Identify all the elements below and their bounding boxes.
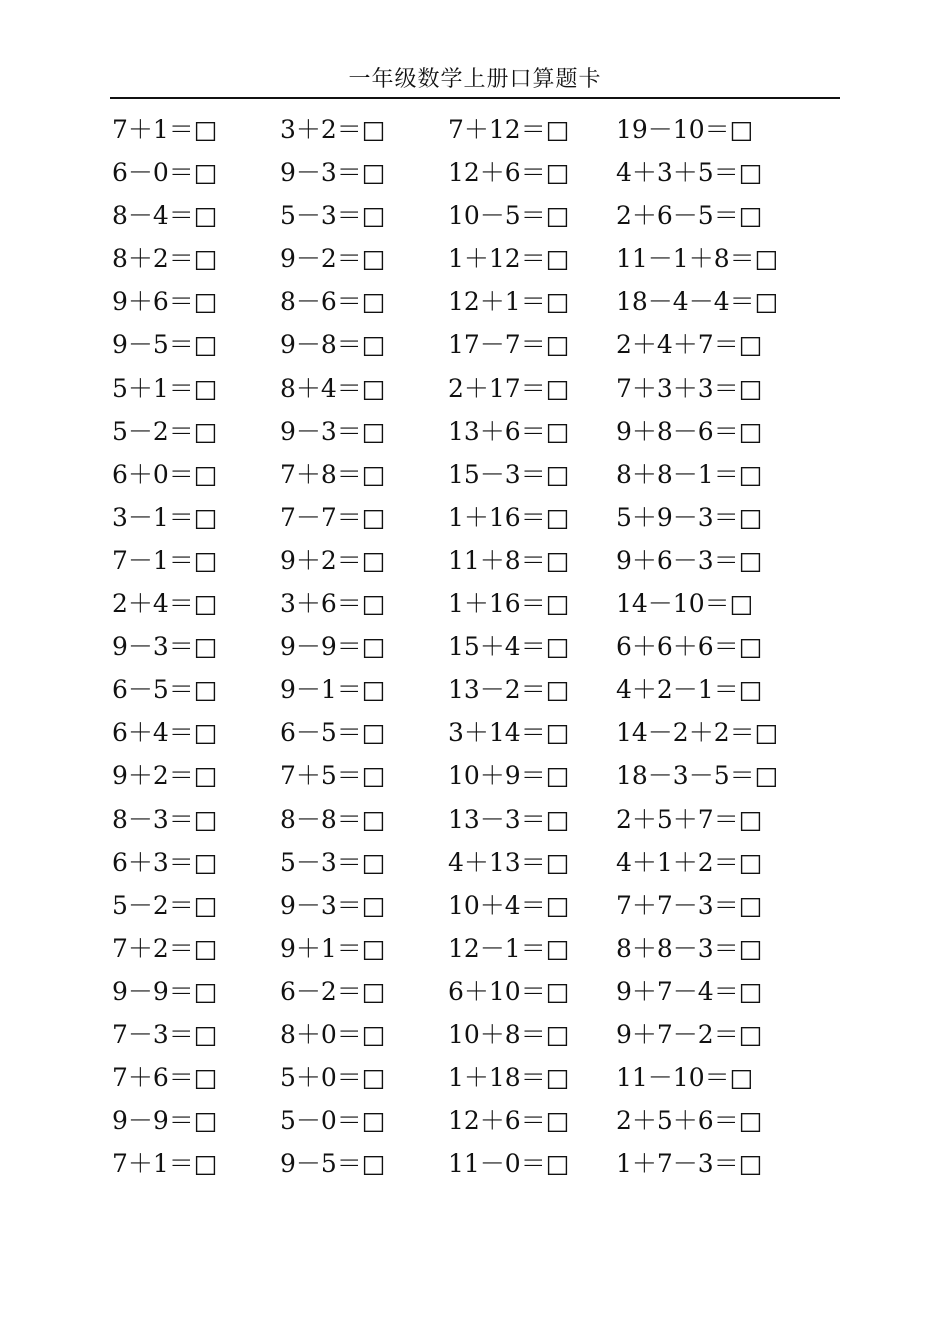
problem-item: 6＋6＋6＝□ [616,632,763,662]
problem-item: 9－9＝□ [112,976,218,1006]
problem-item: 2＋6－5＝□ [616,201,763,231]
problem-item: 6＋3＝□ [112,847,218,877]
problem-item: 4＋13＝□ [448,847,570,877]
page-title: 一年级数学上册口算题卡 [348,67,602,92]
problem-item: 8＋4＝□ [280,373,386,403]
problem-item: 9＋2＝□ [112,761,218,791]
problem-item: 13－2＝□ [448,675,570,705]
problem-item: 7＋5＝□ [280,761,386,791]
problem-item: 4＋3＋5＝□ [616,158,763,188]
problem-item: 6＋4＝□ [112,718,218,748]
problem-item: 9－9＝□ [112,1106,218,1136]
problem-item: 3＋2＝□ [280,115,386,144]
problem-item: 6＋0＝□ [112,459,218,489]
problem-item: 15－3＝□ [448,459,570,489]
problem-item: 8－3＝□ [112,804,218,834]
problem-item: 13＋6＝□ [448,416,570,446]
problem-item: 10＋4＝□ [448,890,570,920]
problem-item: 7－3＝□ [112,1019,218,1049]
problem-item: 6－0＝□ [112,158,218,188]
problem-item: 9＋6－3＝□ [616,545,763,575]
problem-item: 5＋1＝□ [112,373,218,403]
problem-item: 13－3＝□ [448,804,570,834]
problem-item: 9＋7－2＝□ [616,1019,763,1049]
problem-item: 2＋4＋7＝□ [616,330,763,360]
problem-item: 9－5＝□ [280,1149,386,1179]
problem-item: 4＋1＋2＝□ [616,847,763,877]
problem-item: 7＋1＝□ [112,115,218,144]
problem-item: 3＋14＝□ [448,718,570,748]
problem-item: 8＋8－3＝□ [616,933,763,963]
problem-item: 4＋2－1＝□ [616,675,763,705]
problem-item: 9＋2＝□ [280,545,386,575]
problem-item: 2＋5＋6＝□ [616,1106,763,1136]
problem-item: 5＋9－3＝□ [616,502,763,532]
problem-grid [112,108,840,1185]
problem-item: 2＋4＝□ [112,589,218,619]
problem-item: 9－1＝□ [280,675,386,705]
problem-item: 3－1＝□ [112,502,218,532]
problem-item: 9－3＝□ [280,416,386,446]
problem-item: 1＋16＝□ [448,502,570,532]
problem-item: 7＋12＝□ [448,115,570,144]
problem-item: 6－5＝□ [280,718,386,748]
problem-item: 12＋1＝□ [448,287,570,317]
problem-item: 8＋8－1＝□ [616,459,763,489]
problem-item: 18－4－4＝□ [616,287,779,317]
problem-item: 8－8＝□ [280,804,386,834]
problem-item: 19－10＝□ [616,115,754,144]
problem-item: 5－0＝□ [280,1106,386,1136]
problem-item: 10－5＝□ [448,201,570,231]
problem-item: 1＋18＝□ [448,1063,570,1093]
problem-item: 18－3－5＝□ [616,761,779,791]
problem-item: 1＋12＝□ [448,244,570,274]
problem-item: 9－3＝□ [280,890,386,920]
problem-item: 8＋2＝□ [112,244,218,274]
problem-item: 9＋1＝□ [280,933,386,963]
problem-item: 9－3＝□ [280,158,386,188]
problem-item: 7＋1＝□ [112,1149,218,1179]
problem-item: 8＋0＝□ [280,1019,386,1049]
problem-item: 9＋7－4＝□ [616,976,763,1006]
problem-item: 17－7＝□ [448,330,570,360]
header-divider [110,97,840,99]
problem-item: 9－5＝□ [112,330,218,360]
problem-item: 9＋6＝□ [112,287,218,317]
problem-item: 7＋8＝□ [280,459,386,489]
problem-item: 7＋6＝□ [112,1063,218,1093]
problem-item: 12－1＝□ [448,933,570,963]
problem-item: 14－10＝□ [616,589,754,619]
problem-item: 6－2＝□ [280,976,386,1006]
problem-item: 11－1＋8＝□ [616,244,779,274]
problem-item: 7＋3＋3＝□ [616,373,763,403]
problem-item: 8－6＝□ [280,287,386,317]
problem-item: 15＋4＝□ [448,632,570,662]
problem-item: 7＋2＝□ [112,933,218,963]
problem-item: 5＋0＝□ [280,1063,386,1093]
problem-item: 2＋17＝□ [448,373,570,403]
problem-item: 7－7＝□ [280,502,386,532]
problem-item: 1＋16＝□ [448,589,570,619]
problem-item: 11＋8＝□ [448,545,570,575]
problem-item: 10＋8＝□ [448,1019,570,1049]
problem-item: 8－4＝□ [112,201,218,231]
problem-item: 12＋6＝□ [448,158,570,188]
problem-item: 9－2＝□ [280,244,386,274]
problem-item: 7＋7－3＝□ [616,890,763,920]
problem-item: 5－2＝□ [112,890,218,920]
problem-item: 1＋7－3＝□ [616,1149,763,1179]
problem-item: 9－3＝□ [112,632,218,662]
problem-item: 5－2＝□ [112,416,218,446]
problem-item: 14－2＋2＝□ [616,718,779,748]
problem-item: 6－5＝□ [112,675,218,705]
problem-item: 7－1＝□ [112,545,218,575]
problem-item: 5－3＝□ [280,201,386,231]
problem-item: 11－10＝□ [616,1063,754,1093]
problem-item: 9－8＝□ [280,330,386,360]
problem-item: 9＋8－6＝□ [616,416,763,446]
problem-item: 6＋10＝□ [448,976,570,1006]
problem-item: 2＋5＋7＝□ [616,804,763,834]
problem-item: 3＋6＝□ [280,589,386,619]
problem-item: 11－0＝□ [448,1149,570,1179]
problem-item: 12＋6＝□ [448,1106,570,1136]
problem-item: 10＋9＝□ [448,761,570,791]
problem-item: 5－3＝□ [280,847,386,877]
problem-item: 9－9＝□ [280,632,386,662]
